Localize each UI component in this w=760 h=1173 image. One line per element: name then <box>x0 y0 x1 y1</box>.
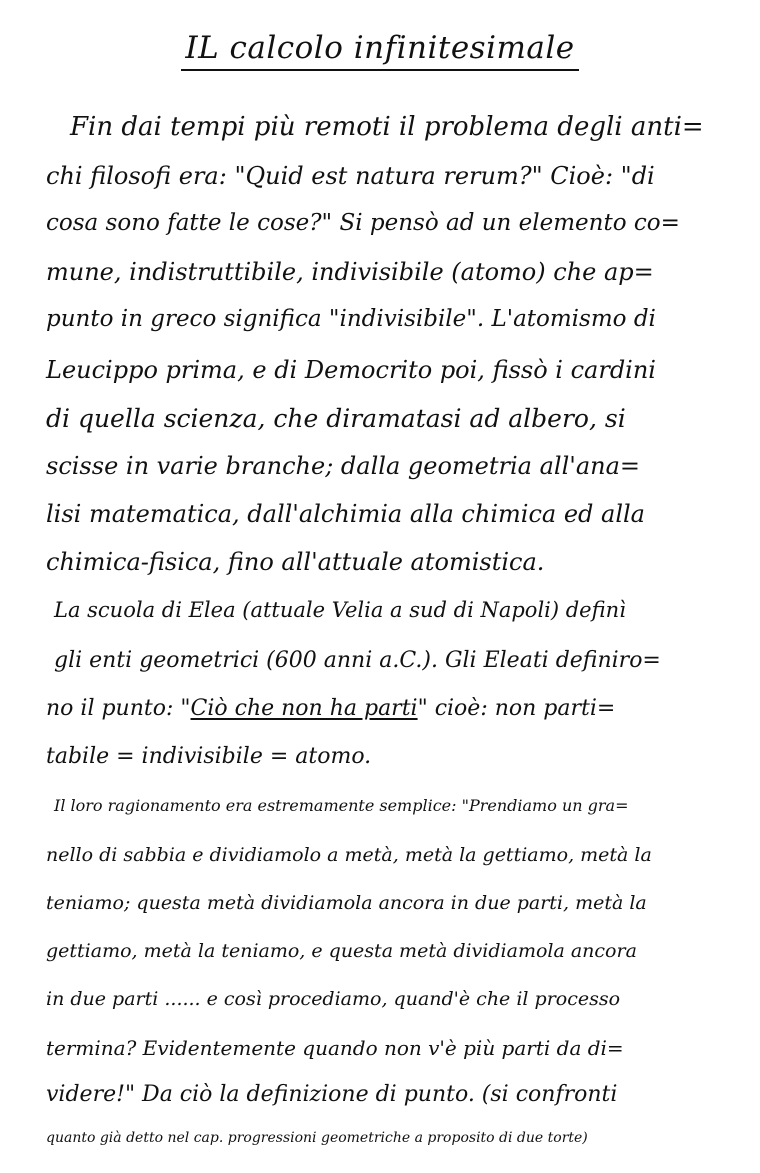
text-line-8: scisse in varie branche; dalla geometria all'ana= <box>46 452 641 480</box>
text-line-20: termina? Evidentemente quando non v'è più parti da di= <box>46 1036 624 1060</box>
text-line-15: Il loro ragionamento era estremamente semplice: "Prendiamo un gra= <box>54 796 629 815</box>
text-line-13-end: " cioè: non parti= <box>417 696 616 721</box>
text-line-12: gli enti geometrici (600 anni a.C.). Gli Eleati definiro= <box>54 648 661 673</box>
text-line-6: Leucippo prima, e di Democrito poi, fissò i cardini <box>46 356 656 384</box>
text-line-13-start: no il punto: " <box>46 696 191 721</box>
text-line-19: in due parti ...... e così procediamo, quand'è che il processo <box>46 988 621 1010</box>
text-line-3: cosa sono fatte le cose?" Si pensò ad un elemento co= <box>46 210 680 236</box>
text-line-1: Fin dai tempi più remoti il problema degli anti= <box>70 112 704 142</box>
text-line-18: gettiamo, metà la teniamo, e questa metà dividiamola ancora <box>46 940 637 962</box>
text-line-22: quanto già detto nel cap. progressioni geometriche a proposito di due torte) <box>46 1130 588 1146</box>
text-line-13 <box>46 696 615 722</box>
text-line-21: videre!" Da ciò la definizione di punto. (si confronti <box>46 1082 618 1107</box>
text-line-14: tabile = indivisibile = atomo. <box>46 744 372 769</box>
text-line-4: mune, indistruttibile, indivisibile (atomo) che ap= <box>46 258 654 286</box>
text-line-11: La scuola di Elea (attuale Velia a sud di Napoli) definì <box>54 598 626 622</box>
text-line-10: chimica-fisica, fino all'attuale atomistica. <box>46 548 545 576</box>
page-title-text: IL calcolo infinitesimale <box>181 28 578 71</box>
page-title <box>0 28 760 71</box>
text-line-16: nello di sabbia e dividiamolo a metà, metà la gettiamo, metà la <box>46 844 652 866</box>
text-line-2: chi filosofi era: "Quid est natura rerum?" Cioè: "di <box>46 162 655 190</box>
text-line-9: lisi matematica, dall'alchimia alla chimica ed alla <box>46 500 645 528</box>
underlined-definition: Ciò che non ha parti <box>190 696 418 721</box>
text-line-7: di quella scienza, che diramatasi ad albero, si <box>46 404 626 433</box>
text-line-5: punto in greco significa "indivisibile". L'atomismo di <box>46 306 656 332</box>
text-line-17: teniamo; questa metà dividiamola ancora in due parti, metà la <box>46 892 647 914</box>
